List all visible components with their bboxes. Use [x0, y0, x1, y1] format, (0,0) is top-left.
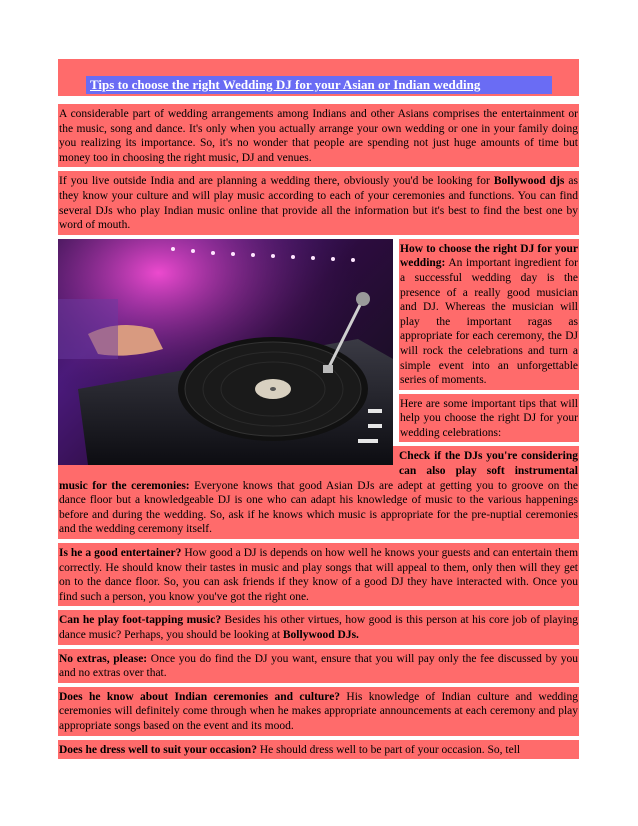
- dj-turntable-photo: [58, 239, 393, 465]
- image-section: [58, 239, 579, 543]
- tip-item: Check if the DJs you're considering can also play soft instrumental music for the ceremonies: Everyone knows that good Asian DJs are adept at getting you to groove on the dance floor but a knowledgeable DJ is one who can adapt his knowledge of music to the various happenings before and during the wedding. So, ask if he knows which music is appropriate for the pre-nuptial ceremonies and the wedding ceremony itself.: [58, 446, 579, 539]
- page-title: Tips to choose the right Wedding DJ for your Asian or Indian wedding: [90, 77, 481, 92]
- how-to-choose-paragraph: How to choose the right DJ for your wedding: An important ingredient for a successful wedding day is the presence of a really good musician and DJ. Whereas the musician will play the important ragas as appropriate for each ceremony, the DJ will rock the celebrations and turn a simple event into an unforgettable series of moments.: [399, 239, 579, 390]
- tip-item: Can he play foot-tapping music? Besides his other virtues, how good is this person at his core job of playing dance music? Perhaps, you should be looking at Bollywood DJs.: [58, 610, 579, 644]
- title-bar: [58, 74, 579, 96]
- bollywood-djs-link[interactable]: Bollywood djs: [493, 175, 565, 188]
- top-bar: [58, 59, 579, 74]
- sidebar-text: [399, 239, 579, 443]
- intro-paragraph: A considerable part of wedding arrangements among Indians and other Asians comprises the entertainment or the music, song and dance. It's only when you actually arrange your own wedding or one in your family doing you realizing its importance. So, it's no wonder that people are spending not just huge amounts of time but money too in choosing the right music, DJ and venues.: [58, 104, 579, 167]
- tip-item: Does he know about Indian ceremonies and culture? His knowledge of Indian culture and wedding ceremonies will definitely come through when he makes appropriate announcements at each ceremony and play appropriate songs based on the event and its mood.: [58, 687, 579, 736]
- document-page: [58, 59, 579, 763]
- tip-item: No extras, please: Once you do find the DJ you want, ensure that you will pay only the fee discussed by you and no extras over that.: [58, 649, 579, 683]
- bollywood-paragraph: If you live outside India and are planning a wedding there, obviously you'd be looking for Bollywood djs as they know your culture and will play music according to each of your ceremonies and functions. You can find several DJs who play Indian music online that provide all the information but it's best to find the best one by word of mouth.: [58, 171, 579, 234]
- tip-item: Is he a good entertainer? How good a DJ is depends on how well he knows your guests and can entertain them correctly. He should know their tastes in music and play songs that will appeal to them, only then will they get on to the dance floor. So, you can ask friends if they know of a good DJ they have interacted with. Once you find such a person, you know you've got the right one.: [58, 543, 579, 606]
- tip-item: Does he dress well to suit your occasion? He should dress well to be part of your occasion. So, tell: [58, 740, 579, 760]
- tips-intro-paragraph: Here are some important tips that will help you choose the right DJ for your wedding celebrations:: [399, 394, 579, 443]
- bollywood-djs-link[interactable]: Bollywood DJs.: [282, 629, 359, 641]
- title-highlight: [86, 76, 552, 94]
